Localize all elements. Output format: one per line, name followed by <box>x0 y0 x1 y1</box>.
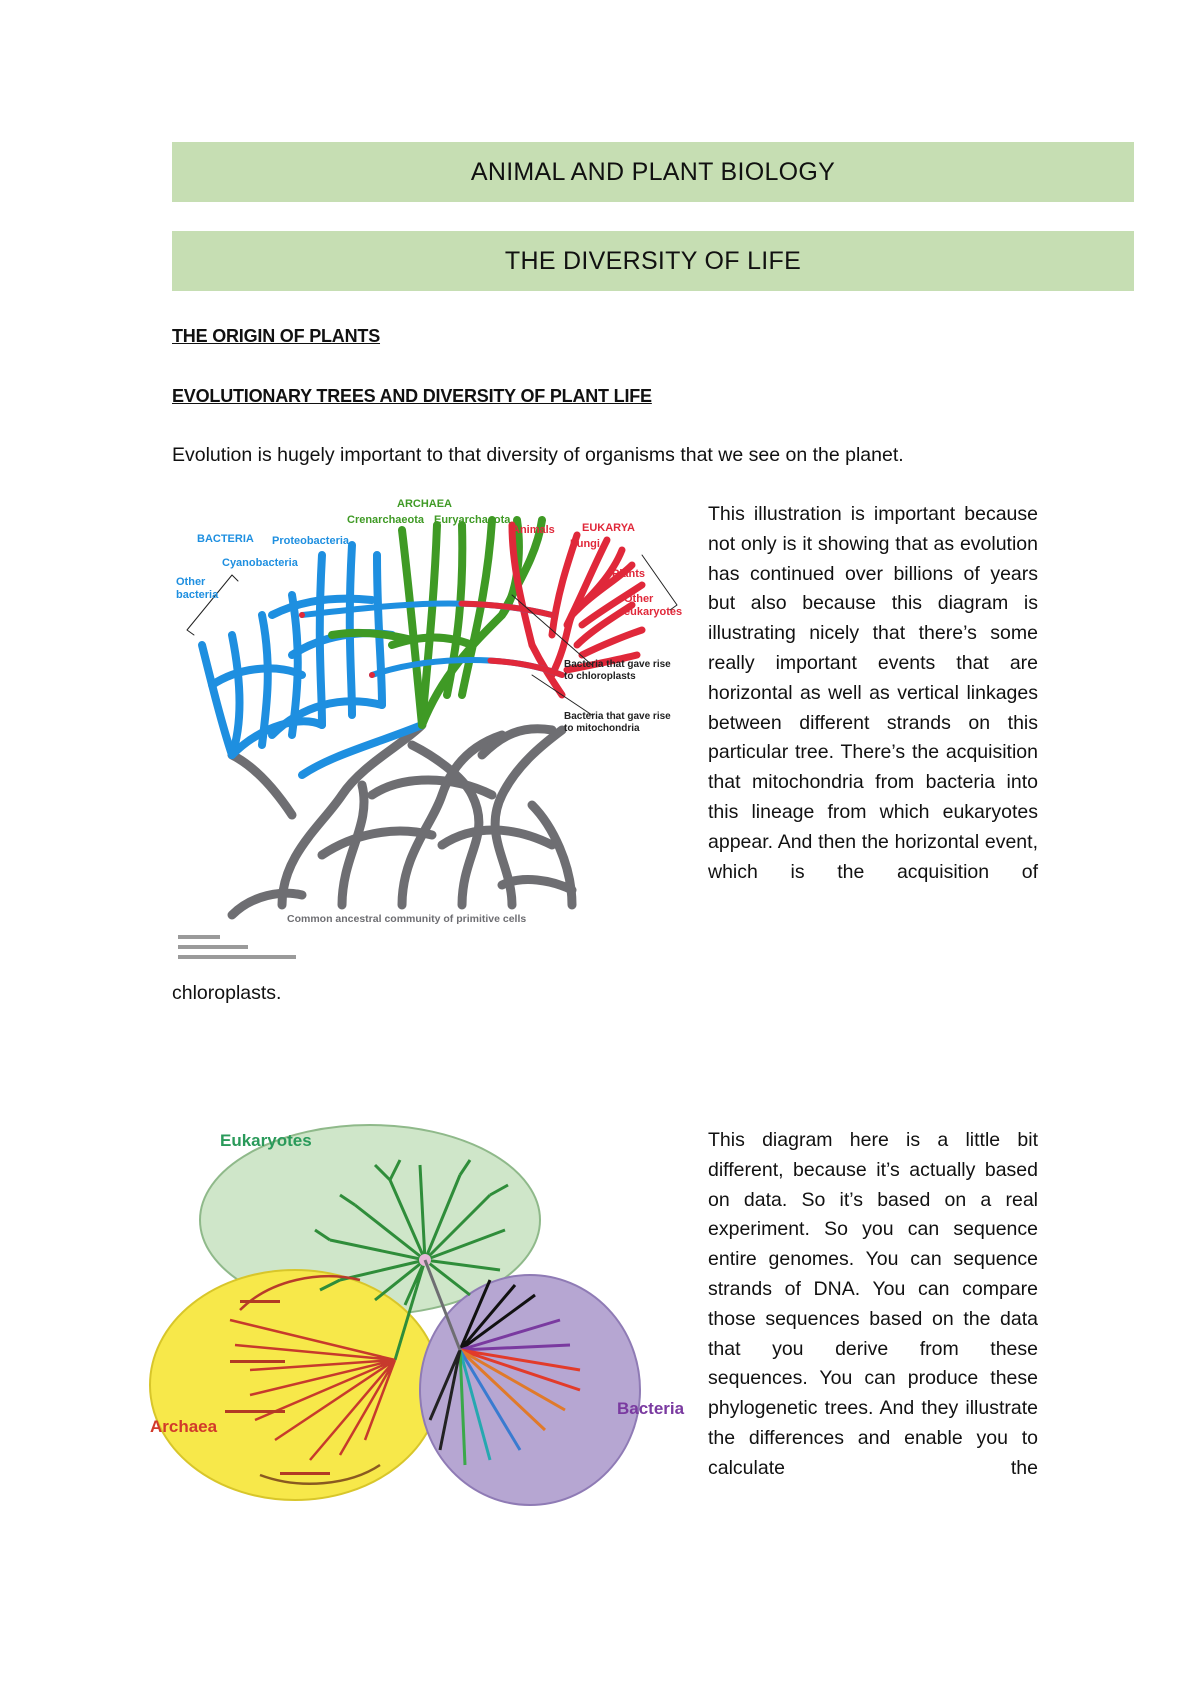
fungi-label: Fungi <box>570 538 600 550</box>
chloroplast-note: Bacteria that gave rise <box>564 659 671 670</box>
tree-of-life-figure <box>172 495 692 975</box>
subtitle-banner <box>172 231 1134 291</box>
other-bacteria-label: Other <box>176 576 206 588</box>
page-subtitle: THE DIVERSITY OF LIFE <box>504 246 802 275</box>
archaea-label: Archaea <box>150 1417 218 1436</box>
three-domain-tree-figure <box>140 1120 700 1520</box>
cyanobacteria-label: Cyanobacteria <box>222 557 298 569</box>
paragraph-1-tail: chloroplasts. <box>172 982 282 1004</box>
bacteria-label: Bacteria <box>617 1399 685 1418</box>
euryarchaeota-label: Euryarchaeota <box>434 514 511 526</box>
ancestral-branches <box>232 725 572 915</box>
mitochondria-note-2: to mitochondria <box>564 723 640 734</box>
plants-label: Plants <box>612 568 646 580</box>
mitochondria-note: Bacteria that gave rise <box>564 711 671 722</box>
paragraph-1: This illustration is important because not only is it showing that as evolution has continued over billions of years but also because this diagram is illustrating nicely that there’s some really important events that are horizontal as well as vertical linkages between different strands on this particular tree. There’s the acquisition that mitochondria from bacteria into this lineage from which eukaryotes appear. And then the horizontal event, which is the acquisition of <box>708 503 1038 883</box>
animals-label: Animals <box>512 524 555 536</box>
section-heading: THE ORIGIN OF PLANTS <box>172 326 381 346</box>
proteobacteria-label: Proteobacteria <box>272 535 350 547</box>
figure-credit <box>178 935 296 959</box>
other-eukaryotes-label-2: eukaryotes <box>624 606 683 618</box>
section-subheading: EVOLUTIONARY TREES AND DIVERSITY OF PLANT LIFE <box>172 386 652 406</box>
eukaryotes-label: Eukaryotes <box>220 1131 312 1150</box>
paragraph-2: This diagram here is a little bit different, because it’s actually based on data. So it’s based on a real experiment. So you can sequence entire genomes. You can sequence strands of DNA. You can compare those sequences based on the data that you derive from these sequences. You can produce these phylogenetic trees. And they illustrate the differences and enable you to calculate the <box>708 1129 1038 1479</box>
page-title: ANIMAL AND PLANT BIOLOGY <box>470 157 836 186</box>
chloroplast-note-2: to chloroplasts <box>564 671 636 682</box>
crenarchaeota-label: Crenarchaeota <box>347 514 425 526</box>
bacteria-branches <box>202 545 422 775</box>
intro-paragraph: Evolution is hugely important to that diversity of organisms that we see on the planet. <box>172 444 904 466</box>
other-bacteria-label-2: bacteria <box>176 589 219 601</box>
root-label: Common ancestral community of primitive cells <box>287 913 527 925</box>
title-banner <box>172 142 1134 202</box>
eukarya-label: EUKARYA <box>582 522 635 534</box>
bacteria-label: BACTERIA <box>197 533 254 545</box>
archaea-label: ARCHAEA <box>397 498 452 510</box>
other-eukaryotes-label: Other <box>624 593 654 605</box>
